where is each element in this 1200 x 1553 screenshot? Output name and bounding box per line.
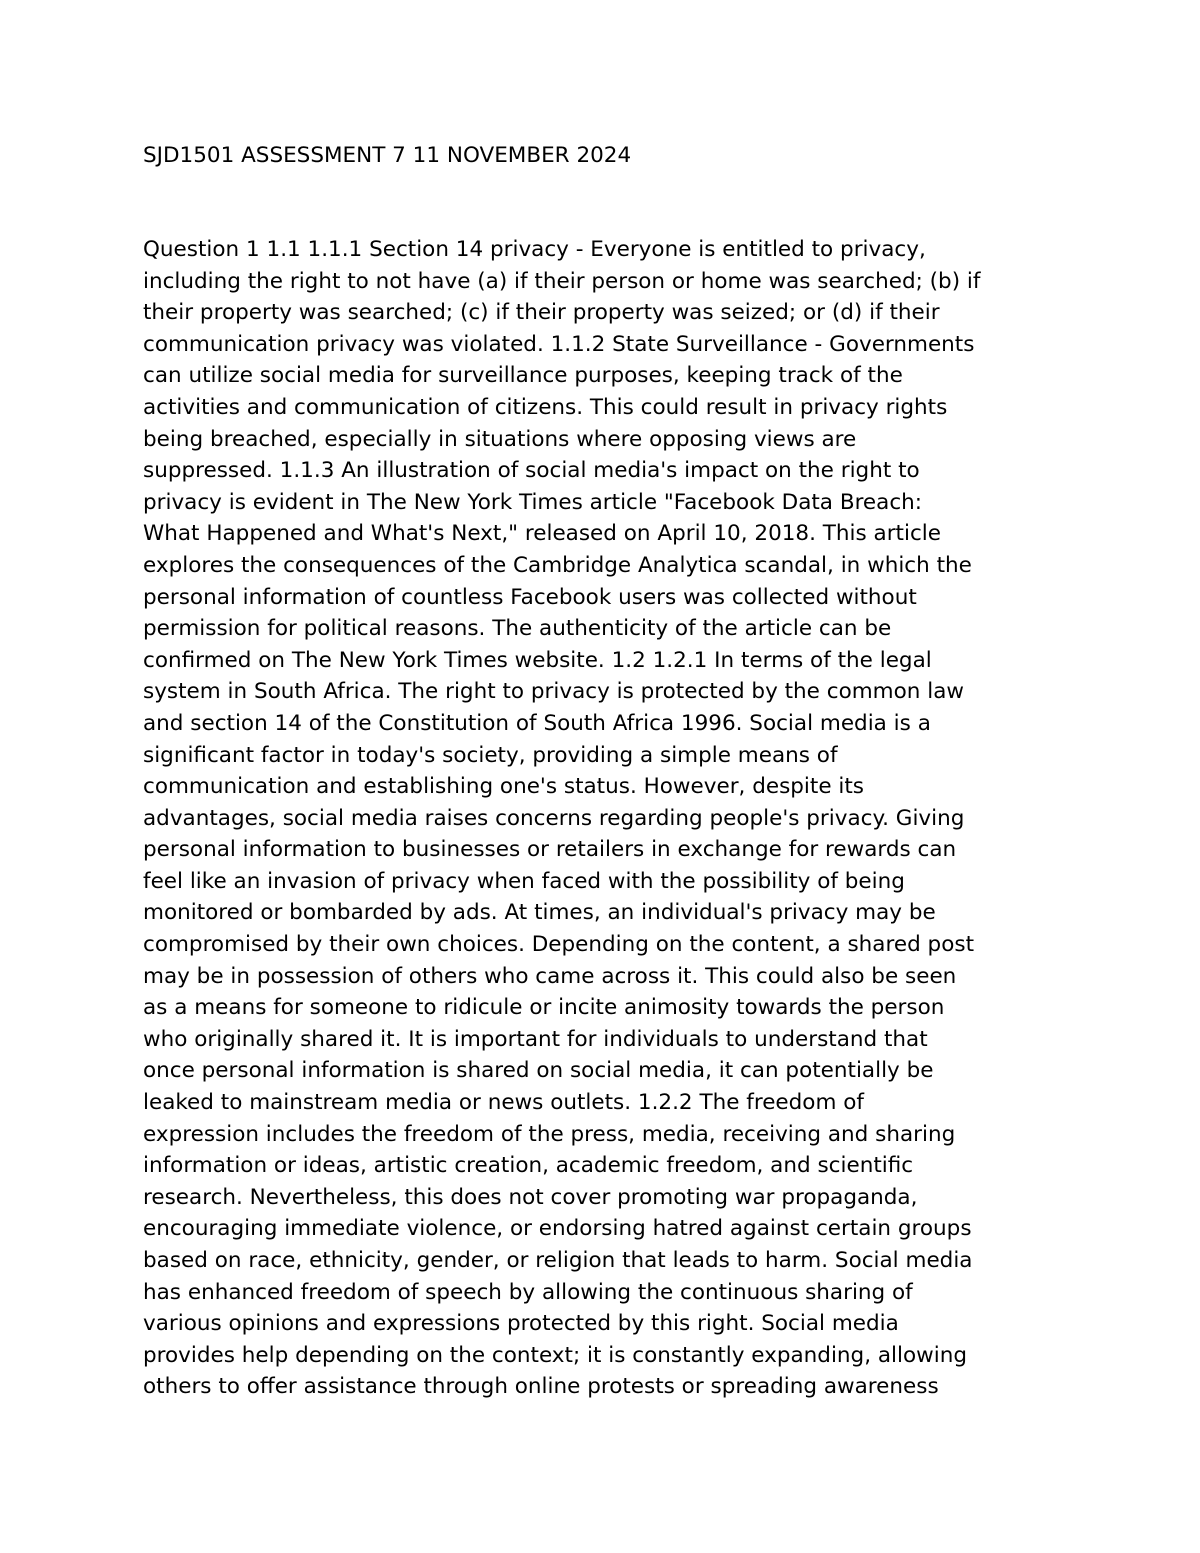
body-text-line: monitored or bombarded by ads. At times, an individual's privacy may be — [143, 900, 936, 926]
body-text-line: research. Nevertheless, this does not cover promoting war propaganda, — [143, 1184, 918, 1210]
body-text-line: significant factor in today's society, providing a simple means of — [143, 742, 838, 768]
body-text-line: others to offer assistance through online protests or spreading awareness — [143, 1374, 939, 1400]
body-text-line: may be in possession of others who came across it. This could also be seen — [143, 963, 957, 989]
body-text-line: activities and communication of citizens. This could result in privacy rights — [143, 394, 948, 420]
body-text-line: including the right to not have (a) if their person or home was searched; (b) if — [143, 268, 981, 294]
body-text-line: personal information to businesses or retailers in exchange for rewards can — [143, 837, 957, 863]
document-body — [143, 234, 1073, 1403]
body-text-line: suppressed. 1.1.3 An illustration of social media's impact on the right to — [143, 458, 920, 484]
body-text-line: information or ideas, artistic creation, academic freedom, and scientific — [143, 1153, 914, 1179]
body-text-line: has enhanced freedom of speech by allowing the continuous sharing of — [143, 1279, 913, 1305]
body-text-line: provides help depending on the context; it is constantly expanding, allowing — [143, 1342, 967, 1368]
body-text-line: once personal information is shared on social media, it can potentially be — [143, 1058, 934, 1084]
body-text-line: explores the consequences of the Cambridge Analytica scandal, in which the — [143, 552, 972, 578]
body-text-line: personal information of countless Facebook users was collected without — [143, 584, 917, 610]
body-text-line: What Happened and What's Next," released on April 10, 2018. This article — [143, 521, 941, 547]
body-text-line: communication privacy was violated. 1.1.2 State Surveillance - Governments — [143, 331, 975, 357]
body-text-line: confirmed on The New York Times website. 1.2 1.2.1 In terms of the legal — [143, 647, 932, 673]
body-text-line: feel like an invasion of privacy when faced with the possibility of being — [143, 868, 905, 894]
body-text-line: compromised by their own choices. Depending on the content, a shared post — [143, 932, 974, 958]
body-text-line: being breached, especially in situations where opposing views are — [143, 426, 857, 452]
document-title: SJD1501 ASSESSMENT 7 11 NOVEMBER 2024 — [143, 143, 632, 168]
body-text-line: communication and establishing one's status. However, despite its — [143, 774, 864, 800]
body-text-line: as a means for someone to ridicule or incite animosity towards the person — [143, 995, 945, 1021]
body-text-line: Question 1 1.1 1.1.1 Section 14 privacy - Everyone is entitled to privacy, — [143, 237, 926, 262]
body-text-line: permission for political reasons. The authenticity of the article can be — [143, 616, 892, 642]
body-text-line: can utilize social media for surveillance purposes, keeping track of the — [143, 363, 903, 389]
body-text-line: expression includes the freedom of the press, media, receiving and sharing — [143, 1121, 956, 1147]
body-text-line: their property was searched; (c) if their property was seized; or (d) if their — [143, 300, 940, 326]
body-text-line: who originally shared it. It is important for individuals to understand that — [143, 1026, 928, 1052]
body-text-line: and section 14 of the Constitution of South Africa 1996. Social media is a — [143, 710, 931, 736]
body-text-line: various opinions and expressions protected by this right. Social media — [143, 1311, 899, 1337]
body-text-line: leaked to mainstream media or news outlets. 1.2.2 The freedom of — [143, 1090, 864, 1116]
body-text-line: privacy is evident in The New York Times article "Facebook Data Breach: — [143, 489, 923, 515]
body-text-line: advantages, social media raises concerns regarding people's privacy. Giving — [143, 805, 965, 831]
body-text-line: based on race, ethnicity, gender, or religion that leads to harm. Social media — [143, 1248, 973, 1273]
body-text-line: system in South Africa. The right to privacy is protected by the common law — [143, 679, 964, 705]
body-text-line: encouraging immediate violence, or endorsing hatred against certain groups — [143, 1216, 972, 1242]
